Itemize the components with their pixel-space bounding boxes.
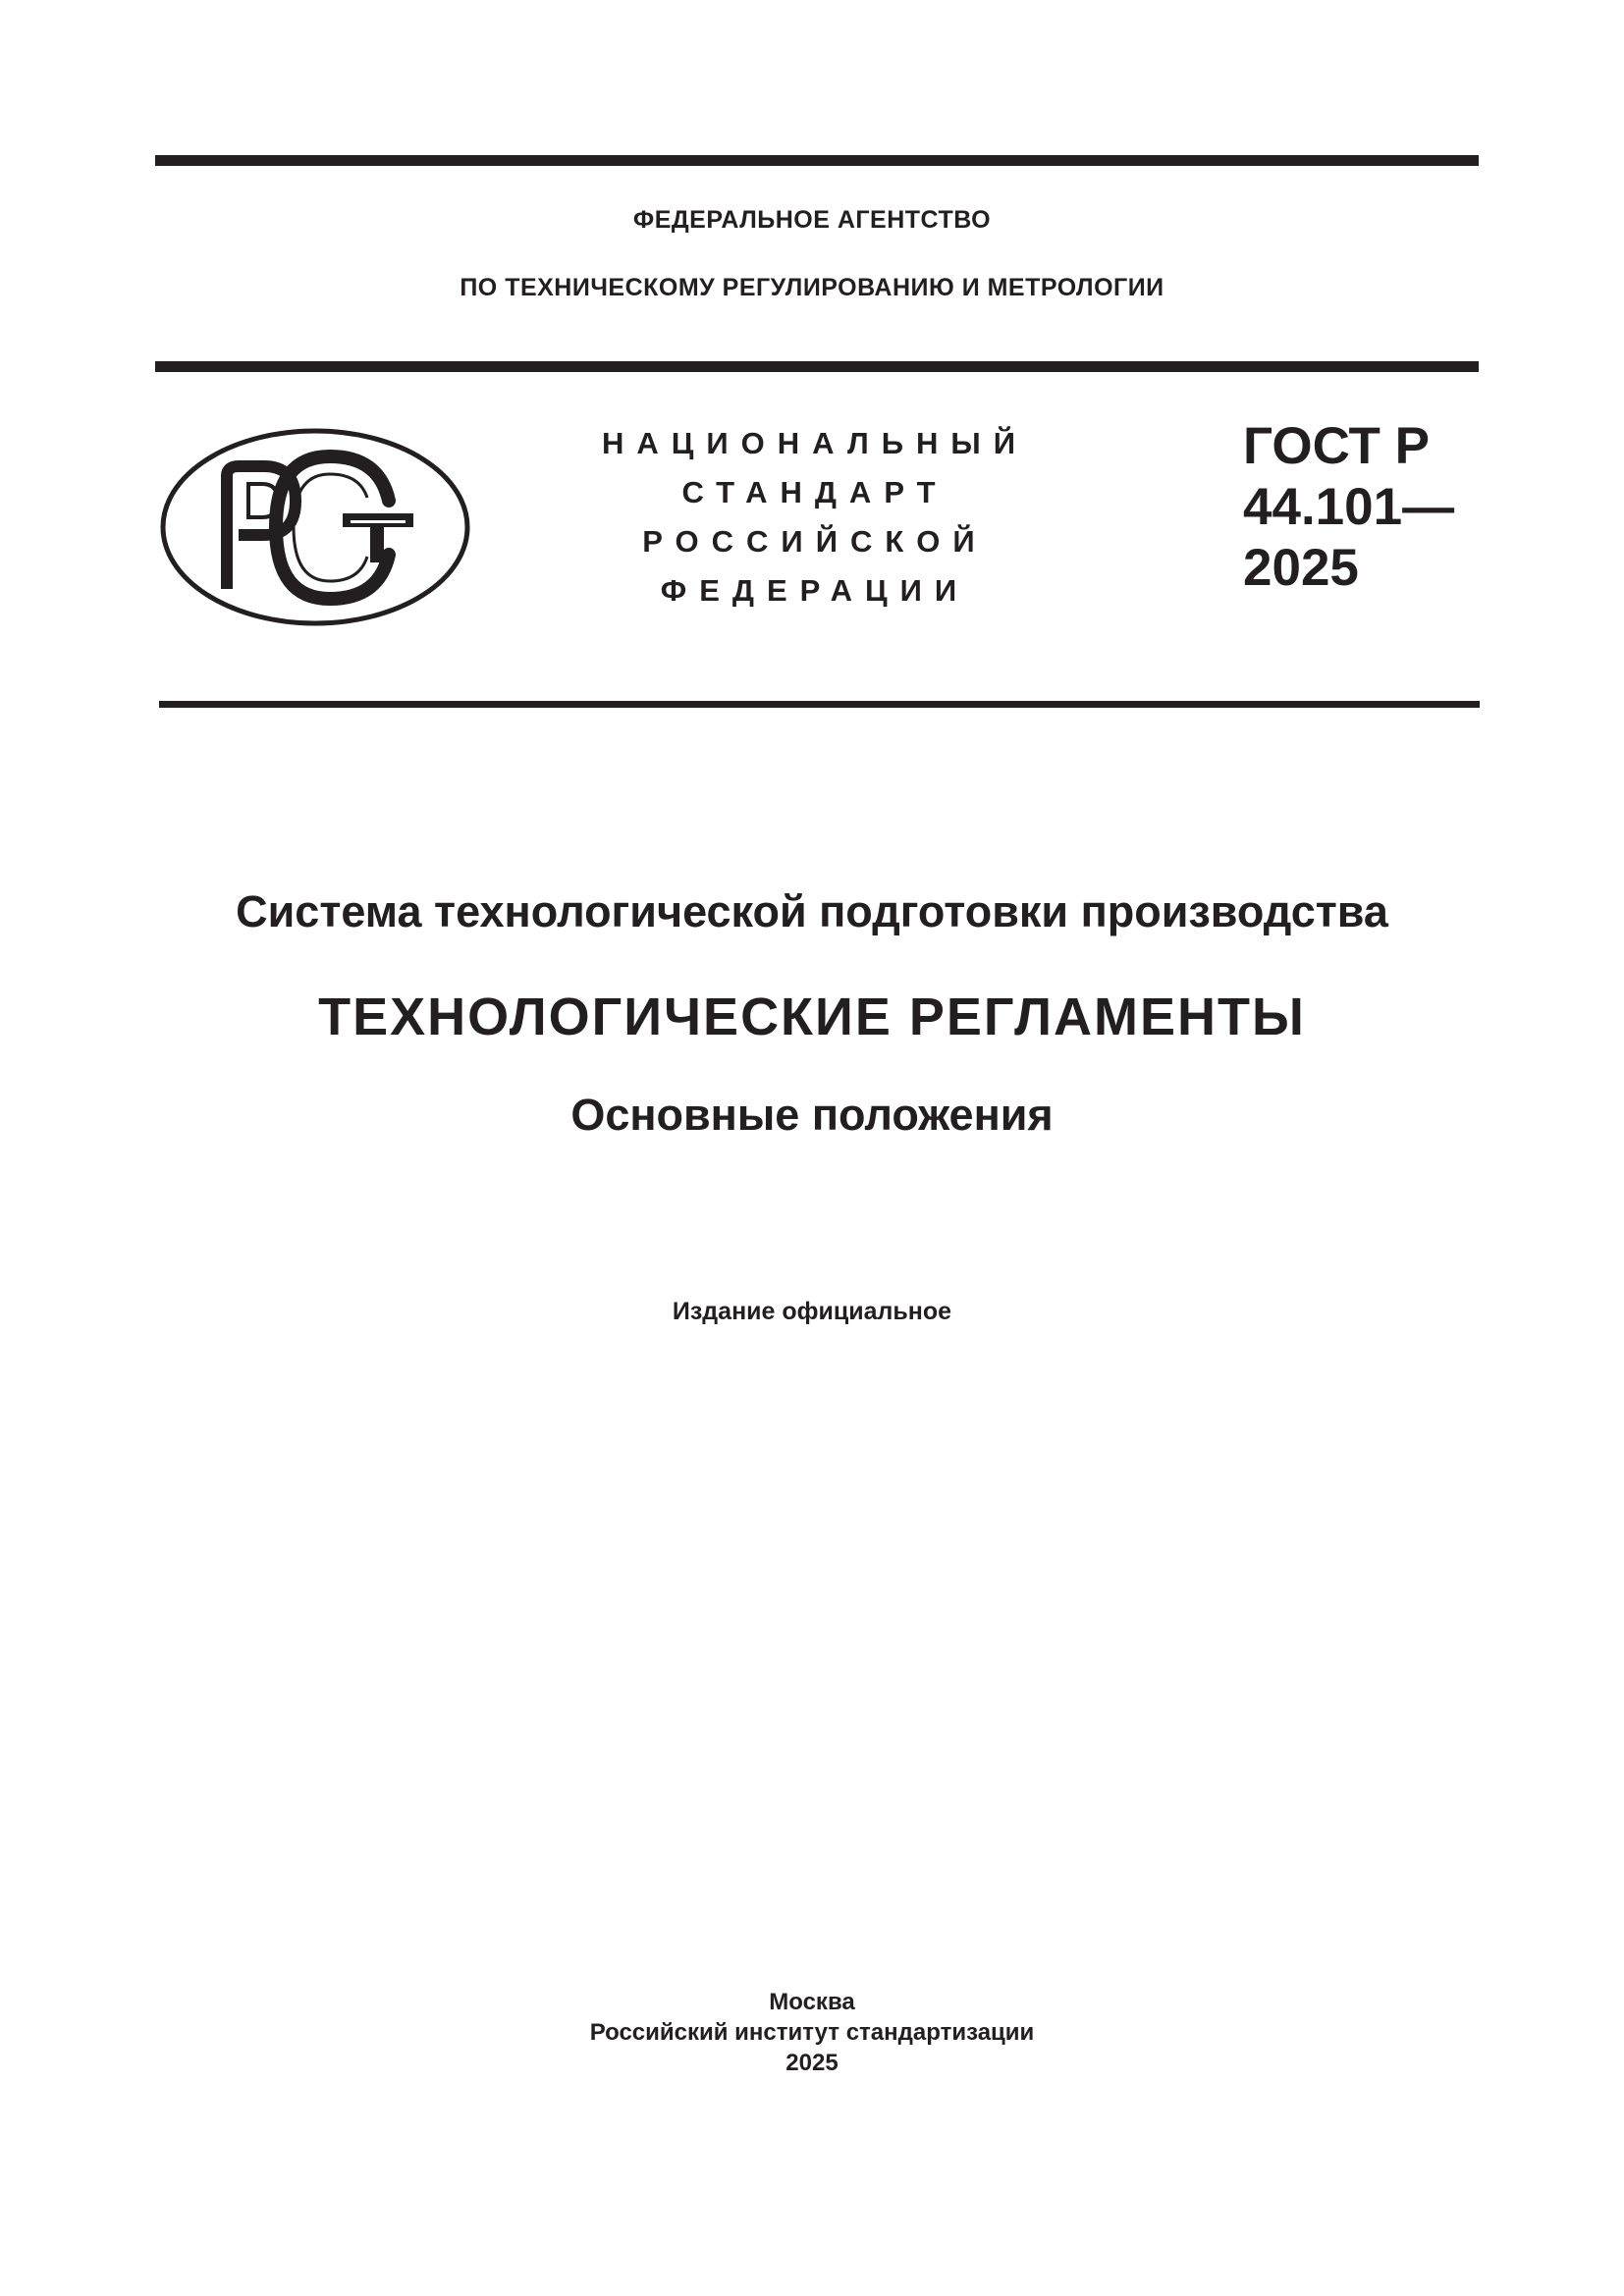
national-standard-line-4: ФЕДЕРАЦИИ xyxy=(660,573,970,608)
designation-line-1: ГОСТ Р xyxy=(1243,417,1430,475)
top-rule xyxy=(155,155,1479,166)
title-block-rule xyxy=(159,701,1480,708)
national-standard-line-3: РОССИЙСКОЙ xyxy=(642,524,988,559)
designation-line-3: 2025 xyxy=(1243,539,1359,597)
header-rule xyxy=(155,361,1479,372)
designation-line-2: 44.101— xyxy=(1243,478,1455,536)
national-standard-line-2: СТАНДАРТ xyxy=(681,475,948,509)
system-title: Система технологической подготовки производства xyxy=(236,886,1388,936)
main-title: ТЕХНОЛОГИЧЕСКИЕ РЕГЛАМЕНТЫ xyxy=(318,988,1306,1046)
imprint-publisher: Российский институт стандартизации xyxy=(589,2019,1035,2046)
imprint-year: 2025 xyxy=(785,2050,839,2076)
agency-line-1: ФЕДЕРАЛЬНОЕ АГЕНТСТВО xyxy=(632,206,992,234)
rst-certification-logo-icon xyxy=(158,427,472,628)
imprint-city: Москва xyxy=(769,1989,855,2015)
agency-line-2: ПО ТЕХНИЧЕСКОМУ РЕГУЛИРОВАНИЮ И МЕТРОЛОГИИ xyxy=(460,274,1164,301)
standard-designation xyxy=(1243,416,1479,599)
national-standard-line-1: НАЦИОНАЛЬНЫЙ xyxy=(601,426,1029,460)
subtitle: Основные положения xyxy=(570,1090,1054,1140)
edition-label: Издание официальное xyxy=(672,1298,952,1325)
